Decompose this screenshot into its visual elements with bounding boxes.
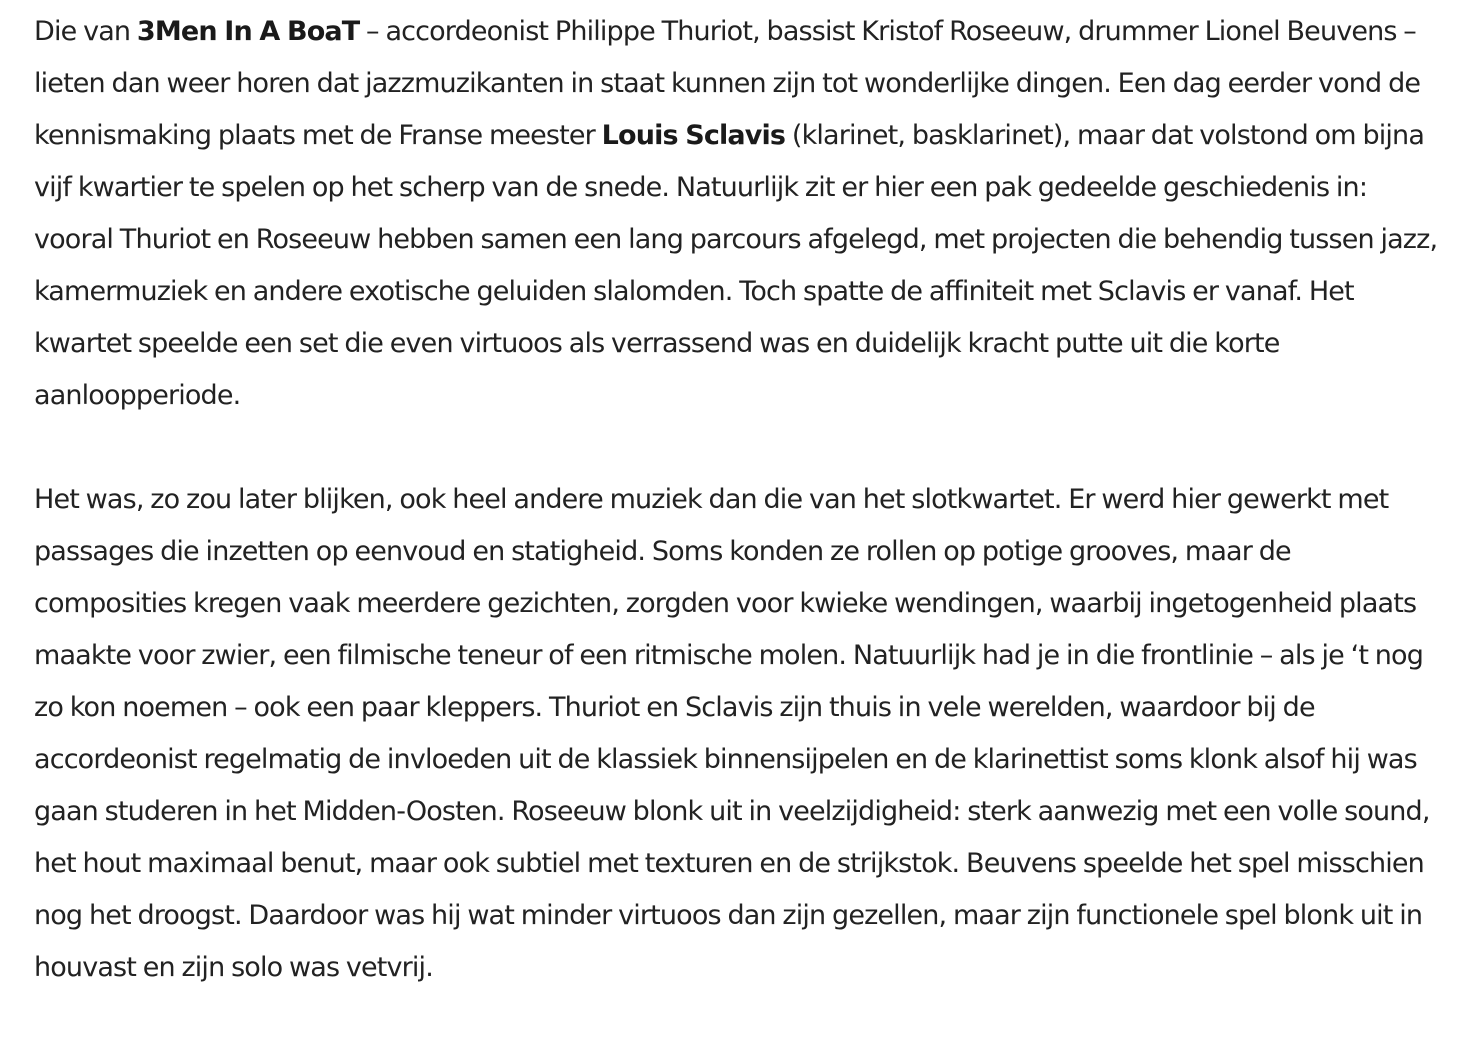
band-name-3men-in-a-boat: 3Men In A BoaT bbox=[136, 16, 360, 47]
paragraph-1-text-1: Die van bbox=[34, 16, 137, 47]
paragraph-1-text-2: – accordeonist Philippe Thuriot, bassist Kristof Roseeuw, drummer Lionel Beuvens – lieten dan weer horen dat jazzmuzikanten in staat kunnen zijn tot wonderlijke dingen. Een dag eerder vond de kennismaking plaats met de Franse meester bbox=[34, 16, 1421, 151]
article-body bbox=[34, 6, 1438, 994]
paragraph-1-text-3: (klarinet, basklarinet), maar dat volstond om bijna vijf kwartier te spelen op het scherp van de snede. Natuurlijk zit er hier een pak gedeelde geschiedenis in: vooral Thuriot en Roseeuw hebben samen een lang parcours afgelegd, met projecten die behendig tussen jazz, kamermuziek en andere exotische geluiden slalomden. Toch spatte de affiniteit met Sclavis er vanaf. Het kwartet speelde een set die even virtuoos als verrassend was en duidelijk kracht putte uit die korte aanloopperiode. bbox=[34, 120, 1438, 411]
artist-name-louis-sclavis: Louis Sclavis bbox=[601, 120, 786, 151]
article-paragraph-1 bbox=[34, 6, 1438, 422]
article-paragraph-2: Het was, zo zou later blijken, ook heel andere muziek dan die van het slotkwartet. Er werd hier gewerkt met passages die inzetten op eenvoud en statigheid. Soms konden ze rollen op potige grooves, maar de composities kregen vaak meerdere gezichten, zorgden voor kwieke wendingen, waarbij ingetogenheid plaats maakte voor zwier, een filmische teneur of een ritmische molen. Natuurlijk had je in die frontlinie – als je ‘t nog zo kon noemen – ook een paar kleppers. Thuriot en Sclavis zijn thuis in vele werelden, waardoor bij de accordeonist regelmatig de invloeden uit de klassiek binnensijpelen en de klarinettist soms klonk alsof hij was gaan studeren in het Midden-Oosten. Roseeuw blonk uit in veelzijdigheid: sterk aanwezig met een volle sound, het hout maximaal benut, maar ook subtiel met texturen en de strijkstok. Beuvens speelde het spel misschien nog het droogst. Daardoor was hij wat minder virtuoos dan zijn gezellen, maar zijn functionele spel blonk uit in houvast en zijn solo was vetvrij. bbox=[34, 484, 1430, 983]
